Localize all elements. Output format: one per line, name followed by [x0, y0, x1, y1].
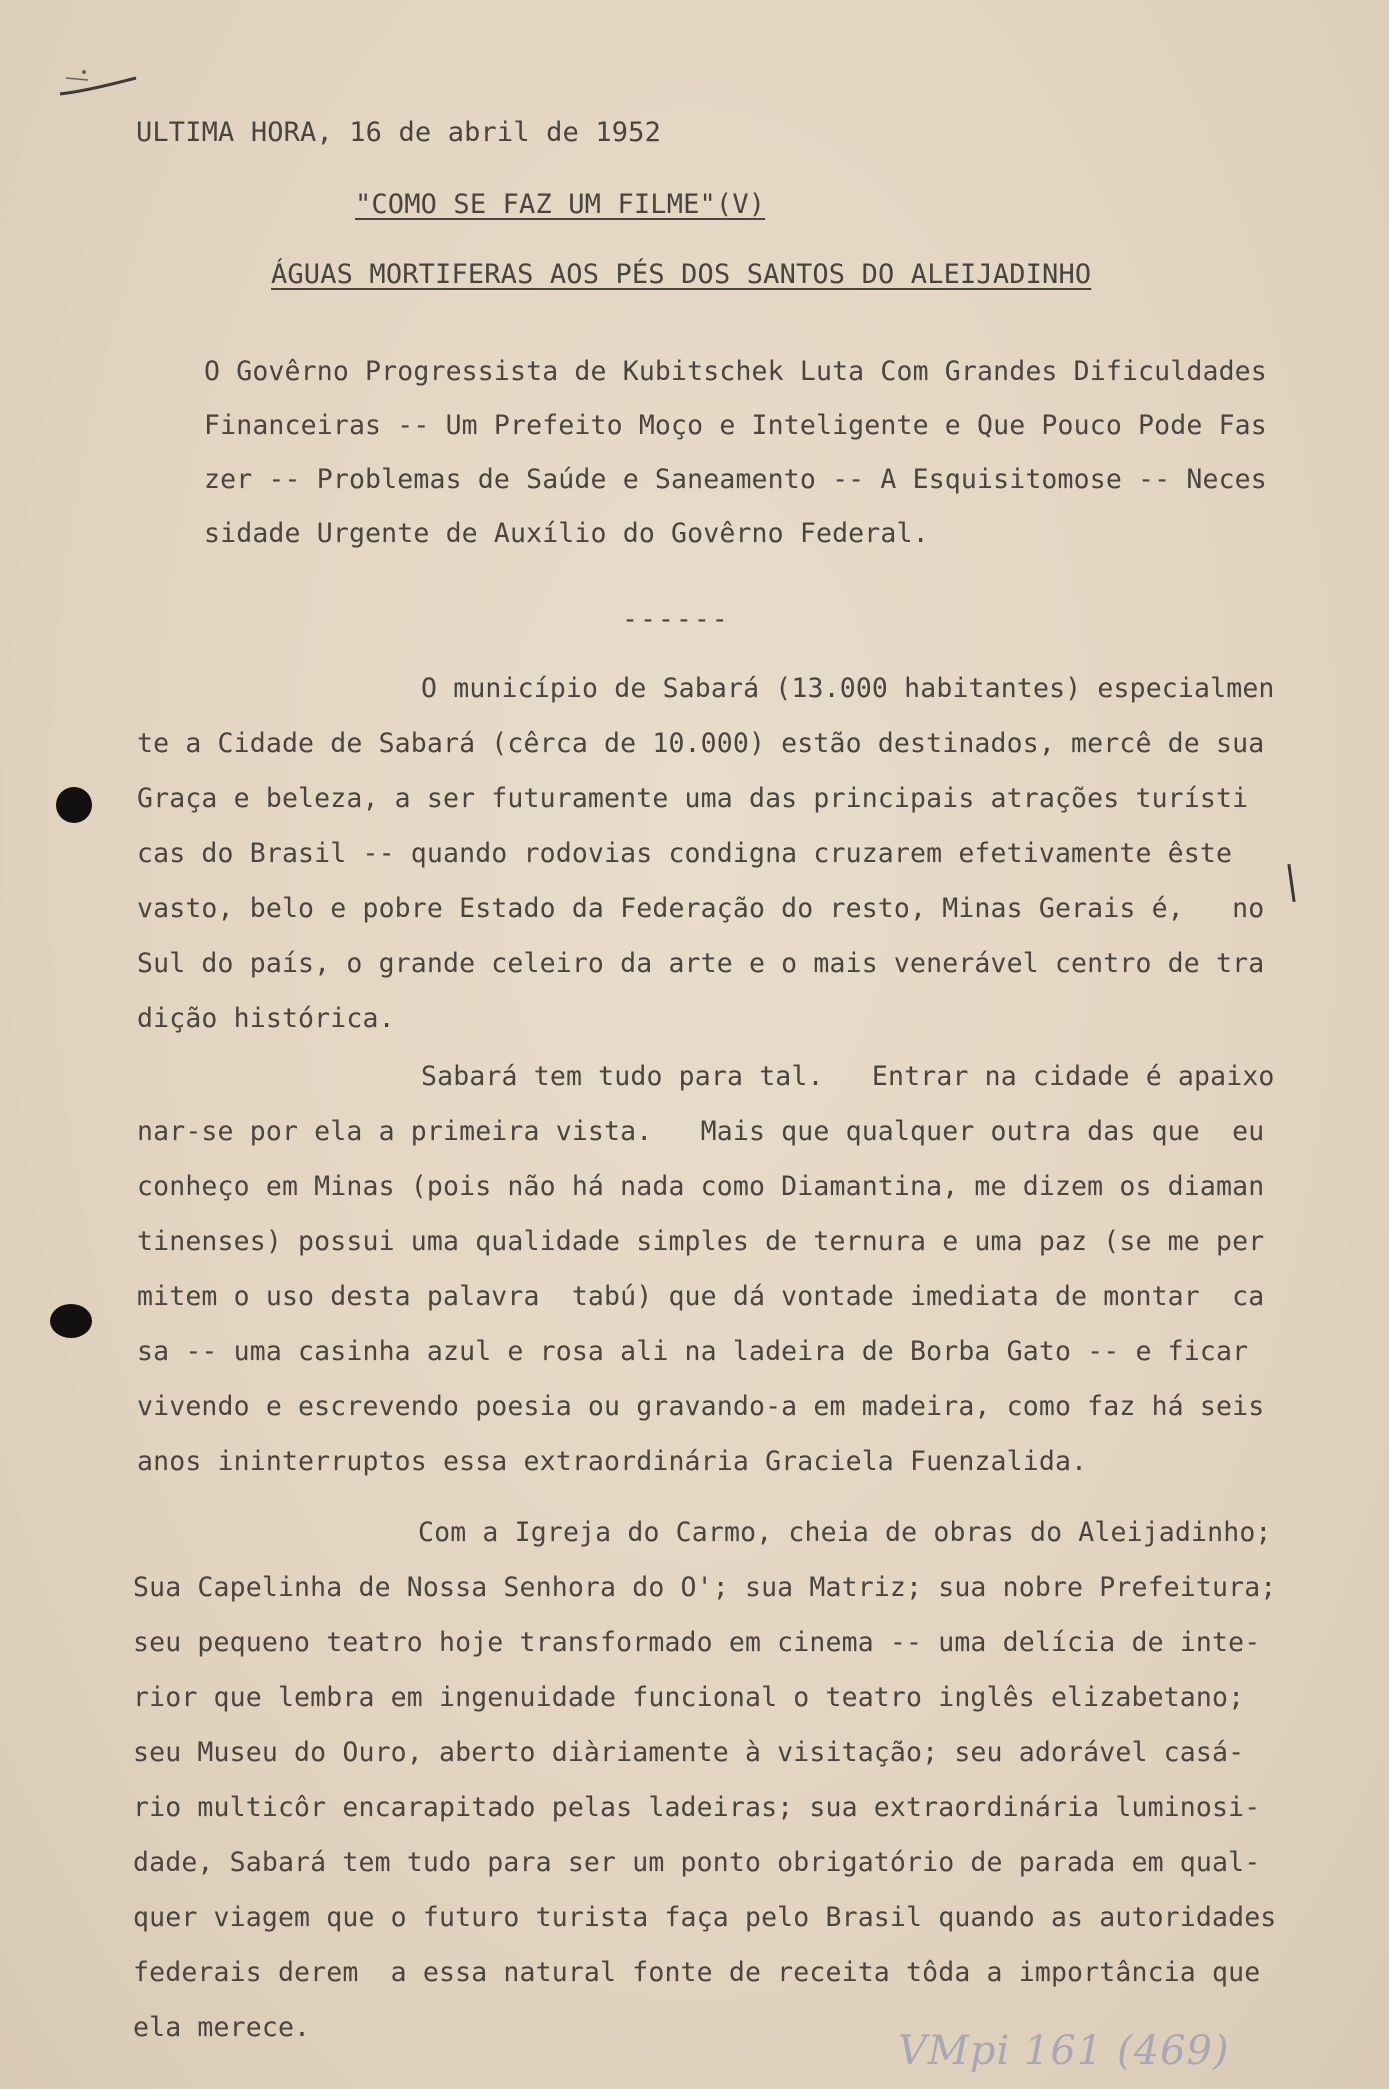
- body-line: Com a Igreja do Carmo, cheia de obras do Aleijadinho;: [418, 1517, 1272, 1548]
- body-line: vasto, belo e pobre Estado da Federação do resto, Minas Gerais é, no: [137, 893, 1265, 924]
- body-line: anos ininterruptos essa extraordinária Graciela Fuenzalida.: [137, 1446, 1088, 1477]
- body-line: rio multicôr encarapitado pelas ladeiras; sua extraordinária luminosi-: [133, 1792, 1261, 1823]
- body-line: seu pequeno teatro hoje transformado em cinema -- uma delícia de inte-: [133, 1627, 1261, 1658]
- body-line: vivendo e escrevendo poesia ou gravando-a em madeira, como faz há seis: [137, 1391, 1265, 1422]
- pencil-scribble: [58, 68, 138, 98]
- body-line: te a Cidade de Sabará (cêrca de 10.000) estão destinados, mercê de sua: [137, 728, 1265, 759]
- summary-line: Financeiras -- Um Prefeito Moço e Inteligente e Que Pouco Pode Fas: [204, 410, 1267, 441]
- body-line: Sul do país, o grande celeiro da arte e o mais venerável centro de tra: [137, 948, 1265, 979]
- summary-line: sidade Urgente de Auxílio do Govêrno Federal.: [204, 518, 929, 549]
- section-separator: ------: [622, 604, 730, 635]
- body-line: seu Museu do Ouro, aberto diàriamente à visitação; seu adorável casá-: [133, 1737, 1245, 1768]
- body-line: Sua Capelinha de Nossa Senhora do O'; sua Matriz; sua nobre Prefeitura;: [133, 1572, 1277, 1603]
- body-line: O município de Sabará (13.000 habitantes) especialmen: [421, 673, 1275, 704]
- punch-hole-lower: [50, 1304, 92, 1338]
- body-line: Graça e beleza, a ser futuramente uma das principais atrações turísti: [137, 783, 1249, 814]
- body-line: federais derem a essa natural fonte de receita tôda a importância que: [133, 1957, 1261, 1988]
- body-line: conheço em Minas (pois não há nada como Diamantina, me dizem os diaman: [137, 1171, 1265, 1202]
- summary-line: zer -- Problemas de Saúde e Saneamento -- A Esquisitomose -- Neces: [204, 464, 1267, 495]
- body-line: quer viagem que o futuro turista faça pelo Brasil quando as autoridades: [133, 1902, 1277, 1933]
- body-line: sa -- uma casinha azul e rosa ali na ladeira de Borba Gato -- e ficar: [137, 1336, 1249, 1367]
- body-line: ela merece.: [133, 2012, 311, 2043]
- body-line: tinenses) possui uma qualidade simples de ternura e uma paz (se me per: [137, 1226, 1265, 1257]
- summary-line: O Govêrno Progressista de Kubitschek Luta Com Grandes Dificuldades: [204, 356, 1267, 387]
- margin-pencil-mark: [1287, 864, 1295, 902]
- dateline: ULTIMA HORA, 16 de abril de 1952: [136, 117, 661, 148]
- body-line: dição histórica.: [137, 1003, 395, 1034]
- body-line: rior que lembra em ingenuidade funcional o teatro inglês elizabetano;: [133, 1682, 1245, 1713]
- body-line: cas do Brasil -- quando rodovias condigna cruzarem efetivamente êste: [137, 838, 1233, 869]
- body-line: nar-se por ela a primeira vista. Mais que qualquer outra das que eu: [137, 1116, 1265, 1147]
- body-line: Sabará tem tudo para tal. Entrar na cidade é apaixo: [421, 1061, 1275, 1092]
- archive-call-number: VMpi 161 (469): [898, 2028, 1230, 2074]
- body-line: dade, Sabará tem tudo para ser um ponto obrigatório de parada em qual-: [133, 1847, 1261, 1878]
- body-line: mitem o uso desta palavra tabú) que dá vontade imediata de montar ca: [137, 1281, 1265, 1312]
- series-title: "COMO SE FAZ UM FILME"(V): [355, 189, 766, 220]
- punch-hole-upper: [56, 787, 92, 823]
- headline: ÁGUAS MORTIFERAS AOS PÉS DOS SANTOS DO ALEIJADINHO: [271, 259, 1092, 290]
